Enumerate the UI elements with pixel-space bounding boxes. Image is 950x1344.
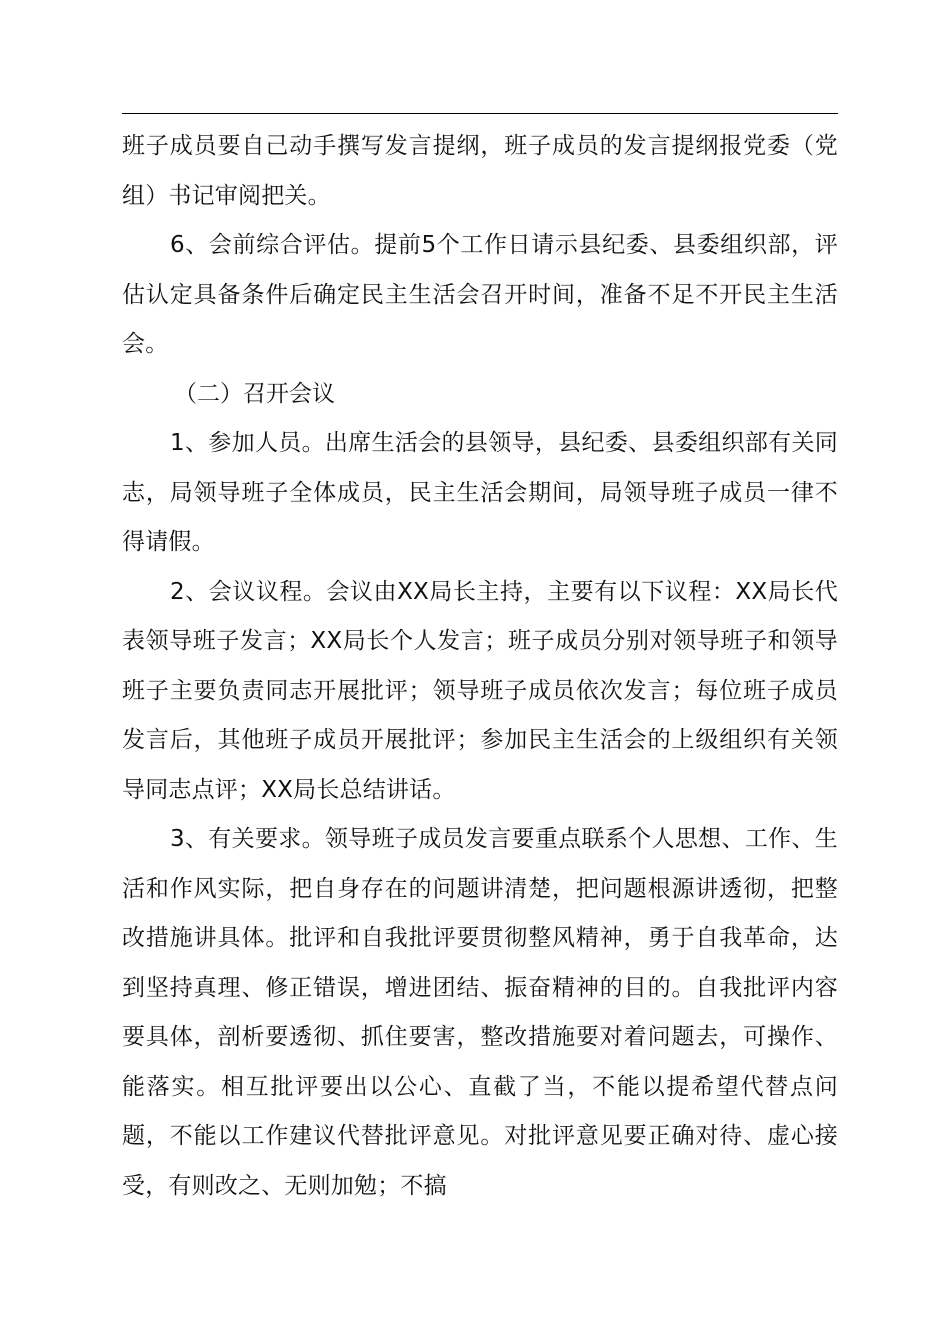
- paragraph-item-3: 3、有关要求。领导班子成员发言要重点联系个人思想、工作、生活和作风实际，把自身存在的问题讲清楚，把问题根源讲透彻，把整改措施讲具体。批评和自我批评要贯彻整风精神，勇于自我革命，达到坚持真理、修正错误，增进团结、振奋精神的目的。自我批评内容要具体，剖析要透彻、抓住要害，整改措施要对着问题去，可操作、能落实。相互批评要出以公心、直截了当，不能以提希望代替点问题，不能以工作建议代替批评意见。对批评意见要正确对待、虚心接受，有则改之、无则加勉；不搞: [122, 826, 838, 1199]
- paragraph-item-1: 1、参加人员。出席生活会的县领导，县纪委、县委组织部有关同志，局领导班子全体成员，民主生活会期间，局领导班子成员一律不得请假。: [122, 430, 838, 555]
- header-rule: [122, 113, 838, 114]
- section-heading: （二）召开会议: [174, 380, 335, 407]
- paragraph-continuation: 班子成员要自己动手撰写发言提纲，班子成员的发言提纲报党委（党组）书记审阅把关。: [122, 133, 838, 209]
- paragraph-item-6: 6、会前综合评估。提前5个工作日请示县纪委、县委组织部，评估认定具备条件后确定民主生活会召开时间，准备不足不开民主生活会。: [122, 232, 838, 357]
- paragraph-item-2: 2、会议议程。会议由XX局长主持，主要有以下议程：XX局长代表领导班子发言；XX局长个人发言；班子成员分别对领导班子和领导班子主要负责同志开展批评；领导班子成员依次发言；每位班子成员发言后，其他班子成员开展批评；参加民主生活会的上级组织有关领导同志点评；XX局长总结讲话。: [122, 578, 838, 803]
- document-body: [122, 122, 838, 1211]
